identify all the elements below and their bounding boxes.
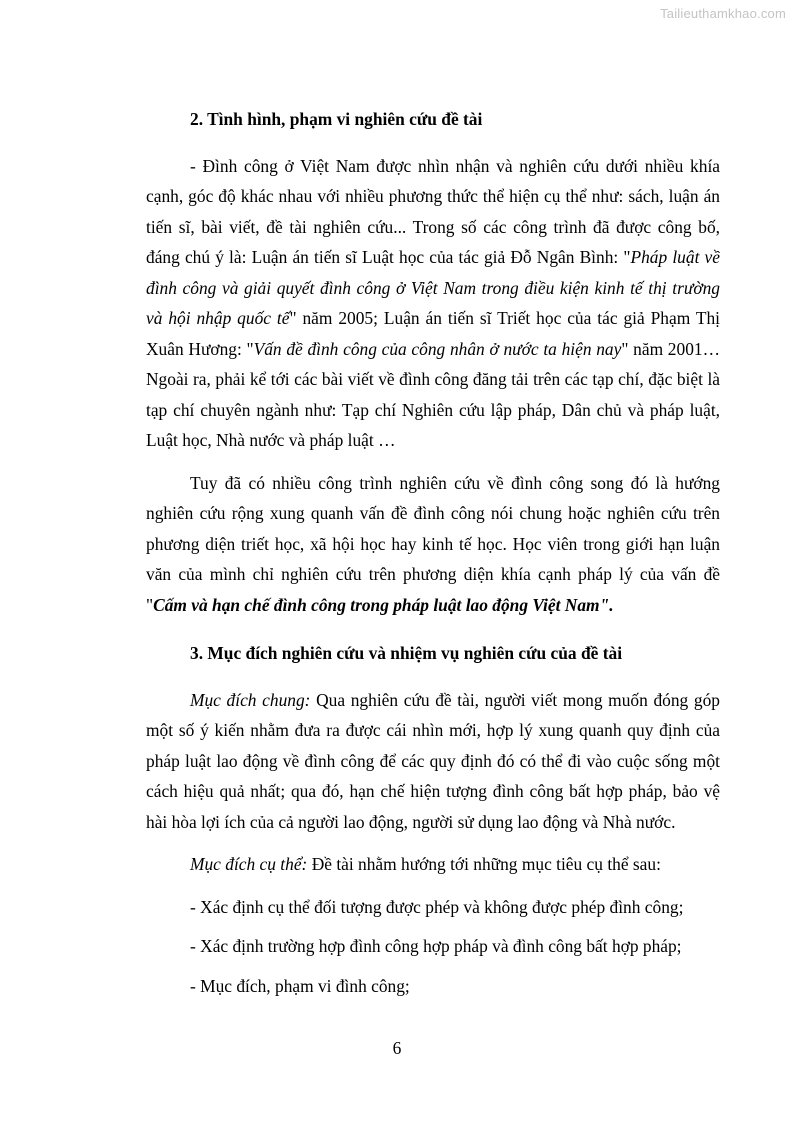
paragraph-text: Tuy đã có nhiều công trình nghiên cứu về đình công song đó là hướng nghiên cứu rộng xung quanh vấn đề đình công nói chung hoặc nghiên cứu trên phương diện triết học, xã hội học hay kinh tế học. Học viên trong giới hạn luận văn của mình chỉ nghiên cứu trên phương diện khía cạnh pháp lý của vấn đề "	[146, 472, 720, 615]
cited-work-title: Pháp luật về đình công và giải quyết đình công ở Việt Nam trong điều kiện kinh tế thị trường và hội nhập quốc tế	[146, 247, 720, 328]
paragraph-text: " năm 2005; Luận án tiến sĩ Triết học của tác giả Phạm Thị Xuân Hương: "	[146, 308, 720, 359]
list-item: - Xác định cụ thể đối tượng được phép và không được phép đình công;	[190, 896, 684, 917]
section-heading-2: 2. Tình hình, phạm vi nghiên cứu đề tài	[190, 109, 483, 129]
paragraph-text: Đề tài nhằm hướng tới những mục tiêu cụ thể sau:	[307, 854, 661, 874]
page-number: 6	[392, 1038, 402, 1058]
list-item: - Mục đích, phạm vi đình công;	[190, 975, 410, 996]
list-item: - Xác định trường hợp đình công hợp pháp và đình công bất hợp pháp;	[190, 936, 682, 956]
document-body	[146, 104, 720, 1010]
paragraph-general-purpose	[146, 685, 720, 838]
paragraph-specific-purpose	[146, 849, 720, 880]
cited-work-title: Vấn đề đình công của công nhân ở nước ta hiện nay	[253, 338, 622, 359]
paragraph-text: ".	[599, 594, 614, 615]
purpose-label: Mục đích chung:	[190, 689, 311, 710]
purpose-label: Mục đích cụ thể:	[190, 854, 308, 874]
paragraph-research-scope	[146, 468, 720, 621]
paragraph-text: - Đình công ở Việt Nam được nhìn nhận và nghiên cứu dưới nhiều khía cạnh, góc độ khác nhau với nhiều phương thức thể hiện cụ thể như: sách, luận án tiến sĩ, bài viết, đề tài nghiên cứu... Trong số các công trình đã được công bố, đáng chú ý là: Luận án tiến sĩ Luật học của tác giả Đỗ Ngân Bình: "	[146, 155, 720, 267]
paragraph-research-overview	[146, 151, 720, 456]
section-heading-3: 3. Mục đích nghiên cứu và nhiệm vụ nghiên cứu của đề tài	[190, 643, 623, 663]
watermark: Tailieuthamkhao.com	[660, 6, 786, 21]
paragraph-text: " năm 2001… Ngoài ra, phải kể tới các bài viết về đình công đăng tải trên các tạp chí, đặc biệt là tạp chí chuyên ngành như: Tạp chí Nghiên cứu lập pháp, Dân chủ và pháp luật, Luật học, Nhà nước và pháp luật …	[146, 338, 720, 450]
thesis-title: Cấm và hạn chế đình công trong pháp luật lao động Việt Nam	[153, 594, 600, 615]
paragraph-text: Qua nghiên cứu đề tài, người viết mong muốn đóng góp một số ý kiến nhằm đưa ra được cái nhìn mới, hợp lý xung quanh quy định của pháp luật lao động về đình công để các quy định đó có thể đi vào cuộc sống một cách hiệu quả nhất; qua đó, hạn chế hiện tượng đình công bất hợp pháp, bảo vệ hài hòa lợi ích của cả người lao động, người sử dụng lao động và Nhà nước.	[146, 689, 720, 832]
